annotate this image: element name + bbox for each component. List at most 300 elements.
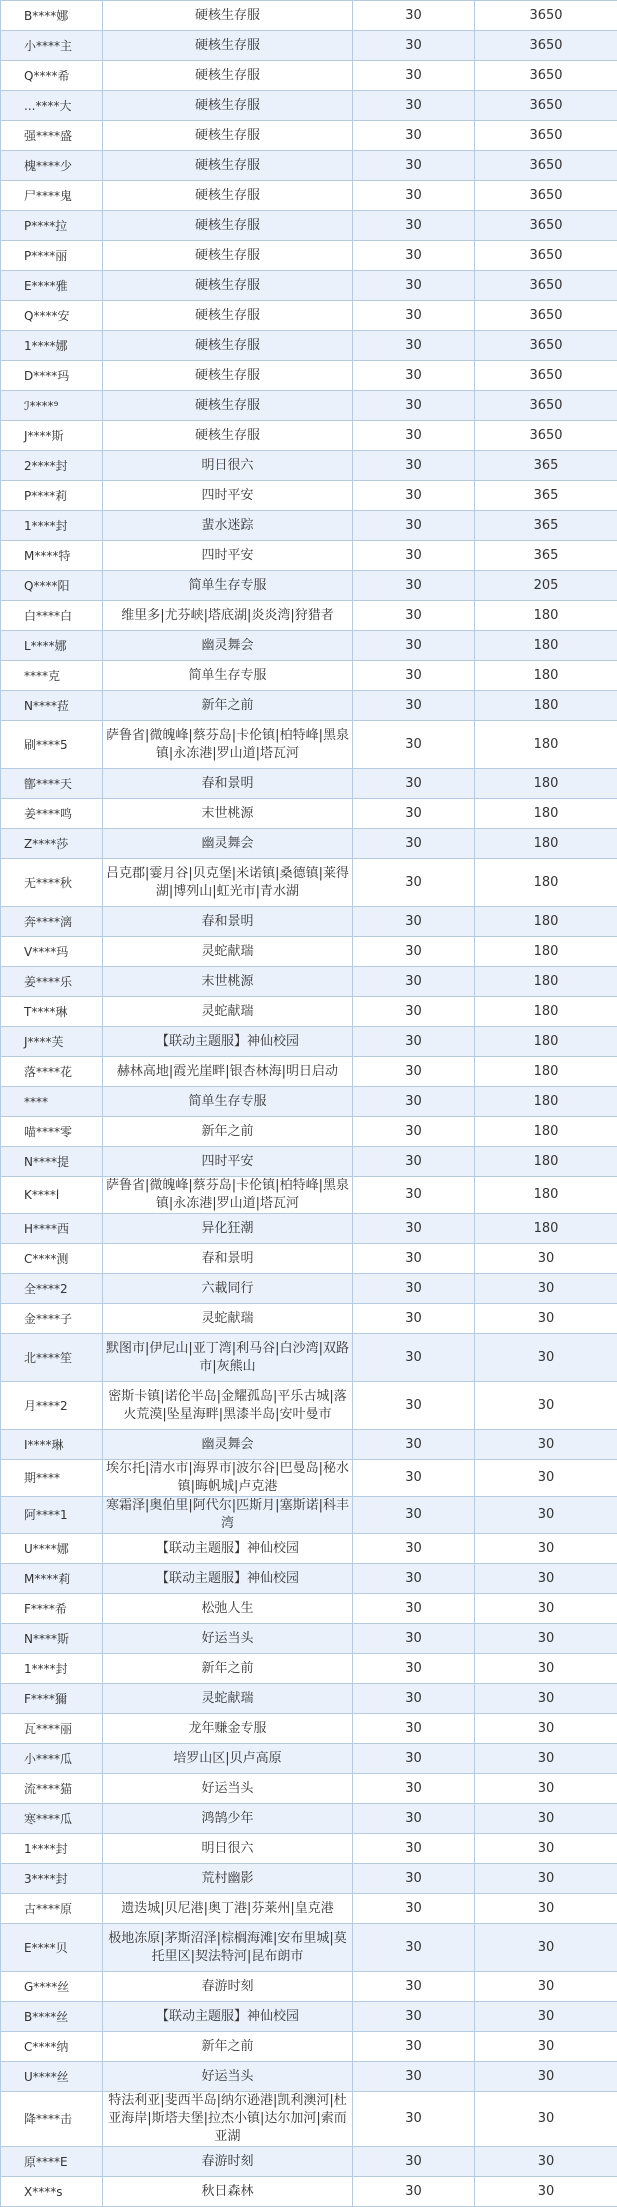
player-name-cell: U****娜 — [1, 1534, 103, 1564]
server-name-cell: 吕克郡|霎月谷|贝克堡|米诺镇|桑德镇|莱得湖|博列山|虹光市|青水湖 — [103, 859, 353, 907]
player-name-cell: N****菈 — [1, 691, 103, 721]
value-b-cell: 30 — [475, 1430, 617, 1460]
value-a-cell: 30 — [353, 1, 475, 31]
table-row — [1, 631, 617, 661]
server-name-cell: 硬核生存服 — [103, 31, 353, 61]
value-b-cell: 180 — [475, 937, 617, 967]
value-a-cell: 30 — [353, 907, 475, 937]
table-row — [1, 1594, 617, 1624]
table-row — [1, 1654, 617, 1684]
table-row — [1, 511, 617, 541]
table-row — [1, 1497, 617, 1534]
value-a-cell: 30 — [353, 241, 475, 271]
player-name-cell: X****s — [1, 2177, 103, 2207]
server-name-cell: 密斯卡镇|诺伦半岛|金耀孤岛|平乐古城|落火荒漠|坠星海畔|黑漆半岛|安叶曼市 — [103, 1382, 353, 1430]
server-name-cell: 蜚水迷踪 — [103, 511, 353, 541]
value-a-cell: 30 — [353, 1274, 475, 1304]
server-name-cell: 新年之前 — [103, 691, 353, 721]
player-name-cell: 鄫****天 — [1, 769, 103, 799]
server-name-cell: 赫林高地|霞光崖畔|银杏林海|明日启动 — [103, 1057, 353, 1087]
table-row — [1, 1057, 617, 1087]
value-a-cell: 30 — [353, 1027, 475, 1057]
table-row — [1, 859, 617, 907]
server-name-cell: 萨鲁省|微魄峰|蔡芬岛|卡伦镇|柏特峰|黑泉镇|永冻港|罗山道|塔瓦河 — [103, 1177, 353, 1214]
table-row — [1, 91, 617, 121]
server-name-cell: 硬核生存服 — [103, 421, 353, 451]
server-name-cell: 春和景明 — [103, 1244, 353, 1274]
server-name-cell: 四时平安 — [103, 1147, 353, 1177]
server-name-cell: 松弛人生 — [103, 1594, 353, 1624]
value-b-cell: 30 — [475, 2032, 617, 2062]
value-a-cell: 30 — [353, 331, 475, 361]
value-b-cell: 180 — [475, 1027, 617, 1057]
value-b-cell: 30 — [475, 2062, 617, 2092]
value-b-cell: 3650 — [475, 61, 617, 91]
player-name-cell: 原****E — [1, 2147, 103, 2177]
value-b-cell: 30 — [475, 1274, 617, 1304]
value-a-cell: 30 — [353, 1804, 475, 1834]
value-b-cell: 30 — [475, 1714, 617, 1744]
value-a-cell: 30 — [353, 1894, 475, 1924]
player-name-cell: 小****主 — [1, 31, 103, 61]
value-a-cell: 30 — [353, 601, 475, 631]
table-row — [1, 691, 617, 721]
table-row — [1, 1304, 617, 1334]
server-name-cell: 春游时刻 — [103, 1972, 353, 2002]
value-a-cell: 30 — [353, 1177, 475, 1214]
server-name-cell: 新年之前 — [103, 1117, 353, 1147]
table-row — [1, 1564, 617, 1594]
value-a-cell: 30 — [353, 937, 475, 967]
table-row — [1, 1972, 617, 2002]
table-row — [1, 1177, 617, 1214]
value-a-cell: 30 — [353, 91, 475, 121]
table-row — [1, 541, 617, 571]
server-name-cell: 【联动主题服】神仙校园 — [103, 1534, 353, 1564]
player-name-cell: Z****莎 — [1, 829, 103, 859]
server-name-cell: 简单生存专服 — [103, 661, 353, 691]
value-b-cell: 3650 — [475, 121, 617, 151]
value-b-cell: 30 — [475, 1460, 617, 1497]
table-row — [1, 1834, 617, 1864]
value-b-cell: 3650 — [475, 1, 617, 31]
table-row — [1, 1, 617, 31]
value-a-cell: 30 — [353, 1497, 475, 1534]
value-a-cell: 30 — [353, 1087, 475, 1117]
player-name-cell: N****斯 — [1, 1624, 103, 1654]
player-name-cell: 刷****5 — [1, 721, 103, 769]
table-row — [1, 241, 617, 271]
value-b-cell: 3650 — [475, 31, 617, 61]
value-b-cell: 180 — [475, 799, 617, 829]
value-a-cell: 30 — [353, 1147, 475, 1177]
player-name-cell: 小****瓜 — [1, 1744, 103, 1774]
value-a-cell: 30 — [353, 2092, 475, 2147]
value-a-cell: 30 — [353, 361, 475, 391]
player-name-cell: K****l — [1, 1177, 103, 1214]
value-a-cell: 30 — [353, 2002, 475, 2032]
value-b-cell: 180 — [475, 691, 617, 721]
value-a-cell: 30 — [353, 481, 475, 511]
player-name-cell: 尸****鬼 — [1, 181, 103, 211]
server-name-cell: 末世桃源 — [103, 967, 353, 997]
value-b-cell: 30 — [475, 2002, 617, 2032]
value-a-cell: 30 — [353, 1834, 475, 1864]
server-name-cell: 四时平安 — [103, 541, 353, 571]
server-name-cell: 培罗山区|贝卢高原 — [103, 1744, 353, 1774]
player-name-cell: 强****盛 — [1, 121, 103, 151]
value-b-cell: 365 — [475, 511, 617, 541]
value-a-cell: 30 — [353, 799, 475, 829]
value-b-cell: 30 — [475, 1864, 617, 1894]
value-b-cell: 30 — [475, 1244, 617, 1274]
table-row — [1, 1894, 617, 1924]
value-b-cell: 180 — [475, 1057, 617, 1087]
server-name-cell: 鸿鹄少年 — [103, 1804, 353, 1834]
server-name-cell: 幽灵舞会 — [103, 1430, 353, 1460]
player-name-cell: N****提 — [1, 1147, 103, 1177]
table-row — [1, 61, 617, 91]
table-row — [1, 1460, 617, 1497]
value-a-cell: 30 — [353, 1382, 475, 1430]
value-b-cell: 30 — [475, 1894, 617, 1924]
value-b-cell: 30 — [475, 1834, 617, 1864]
table-row — [1, 997, 617, 1027]
value-a-cell: 30 — [353, 967, 475, 997]
player-name-cell: 全****2 — [1, 1274, 103, 1304]
server-name-cell: 六載同行 — [103, 1274, 353, 1304]
table-row — [1, 1117, 617, 1147]
server-name-cell: 硬核生存服 — [103, 301, 353, 331]
value-b-cell: 3650 — [475, 181, 617, 211]
server-name-cell: 四时平安 — [103, 481, 353, 511]
server-name-cell: 异化狂潮 — [103, 1214, 353, 1244]
table-row — [1, 2177, 617, 2207]
server-name-cell: 硬核生存服 — [103, 121, 353, 151]
server-name-cell: 默图市|伊尼山|亚丁湾|利马谷|白沙湾|双路市|灰熊山 — [103, 1334, 353, 1382]
table-row — [1, 1924, 617, 1972]
value-b-cell: 180 — [475, 661, 617, 691]
table-row — [1, 661, 617, 691]
table-row — [1, 271, 617, 301]
value-b-cell: 180 — [475, 601, 617, 631]
player-name-cell: 阿****1 — [1, 1497, 103, 1534]
table-row — [1, 1382, 617, 1430]
value-b-cell: 180 — [475, 829, 617, 859]
table-row — [1, 331, 617, 361]
table-row — [1, 1244, 617, 1274]
value-a-cell: 30 — [353, 271, 475, 301]
player-name-cell: 瓦****丽 — [1, 1714, 103, 1744]
value-b-cell: 30 — [475, 2177, 617, 2207]
server-name-cell: 埃尔托|清水市|海界市|波尔谷|巴曼岛|秘水镇|晦帆城|卢克港 — [103, 1460, 353, 1497]
server-name-cell: 明日很六 — [103, 1834, 353, 1864]
value-a-cell: 30 — [353, 1744, 475, 1774]
value-b-cell: 30 — [475, 1624, 617, 1654]
server-name-cell: 萨鲁省|微魄峰|蔡芬岛|卡伦镇|柏特峰|黑泉镇|永冻港|罗山道|塔瓦河 — [103, 721, 353, 769]
value-a-cell: 30 — [353, 181, 475, 211]
table-row — [1, 361, 617, 391]
value-b-cell: 180 — [475, 721, 617, 769]
player-name-cell: L****娜 — [1, 631, 103, 661]
player-name-cell: 金****子 — [1, 1304, 103, 1334]
player-name-cell: V****玛 — [1, 937, 103, 967]
player-name-cell: M****莉 — [1, 1564, 103, 1594]
server-name-cell: 硬核生存服 — [103, 61, 353, 91]
value-a-cell: 30 — [353, 121, 475, 151]
value-a-cell: 30 — [353, 61, 475, 91]
table-row — [1, 211, 617, 241]
server-name-cell: 维里多|尤芬峡|塔底湖|炎炎湾|狩猎者 — [103, 601, 353, 631]
table-row — [1, 481, 617, 511]
table-row — [1, 2092, 617, 2147]
server-name-cell: 简单生存专服 — [103, 571, 353, 601]
value-a-cell: 30 — [353, 1684, 475, 1714]
value-a-cell: 30 — [353, 2177, 475, 2207]
player-name-cell: 1****封 — [1, 1834, 103, 1864]
value-b-cell: 365 — [475, 451, 617, 481]
player-name-cell: 槐****少 — [1, 151, 103, 181]
player-name-cell: 3****封 — [1, 1864, 103, 1894]
table-row — [1, 1027, 617, 1057]
player-name-cell: 流****猫 — [1, 1774, 103, 1804]
table-row — [1, 1334, 617, 1382]
player-name-cell: E****雅 — [1, 271, 103, 301]
player-name-cell: 奔****漓 — [1, 907, 103, 937]
value-a-cell: 30 — [353, 1057, 475, 1087]
value-a-cell: 30 — [353, 1654, 475, 1684]
table-row — [1, 601, 617, 631]
value-a-cell: 30 — [353, 2147, 475, 2177]
value-b-cell: 30 — [475, 1534, 617, 1564]
value-a-cell: 30 — [353, 1214, 475, 1244]
server-name-cell: 春游时刻 — [103, 2147, 353, 2177]
table-row — [1, 799, 617, 829]
table-row — [1, 1744, 617, 1774]
server-name-cell: 龙年赚金专服 — [103, 1714, 353, 1744]
table-row — [1, 769, 617, 799]
player-name-cell: C****纳 — [1, 2032, 103, 2062]
value-b-cell: 30 — [475, 1334, 617, 1382]
value-a-cell: 30 — [353, 661, 475, 691]
player-name-cell: J****芙 — [1, 1027, 103, 1057]
table-row — [1, 829, 617, 859]
value-a-cell: 30 — [353, 1334, 475, 1382]
value-a-cell: 30 — [353, 391, 475, 421]
value-a-cell: 30 — [353, 1924, 475, 1972]
server-name-cell: 硬核生存服 — [103, 391, 353, 421]
table-row — [1, 721, 617, 769]
value-a-cell: 30 — [353, 301, 475, 331]
value-b-cell: 3650 — [475, 331, 617, 361]
value-a-cell: 30 — [353, 31, 475, 61]
player-name-cell: D****玛 — [1, 361, 103, 391]
player-name-cell: 1****封 — [1, 511, 103, 541]
value-b-cell: 180 — [475, 1177, 617, 1214]
table-row — [1, 1624, 617, 1654]
value-a-cell: 30 — [353, 211, 475, 241]
table-row — [1, 571, 617, 601]
server-name-cell: 硬核生存服 — [103, 1, 353, 31]
value-b-cell: 30 — [475, 2092, 617, 2147]
value-a-cell: 30 — [353, 1624, 475, 1654]
player-name-cell: 无****秋 — [1, 859, 103, 907]
table-row — [1, 1430, 617, 1460]
server-name-cell: 好运当头 — [103, 1774, 353, 1804]
table-row — [1, 967, 617, 997]
value-b-cell: 365 — [475, 481, 617, 511]
value-b-cell: 365 — [475, 541, 617, 571]
value-a-cell: 30 — [353, 1304, 475, 1334]
player-name-cell: U****丝 — [1, 2062, 103, 2092]
server-name-cell: 春和景明 — [103, 907, 353, 937]
value-a-cell: 30 — [353, 451, 475, 481]
server-name-cell: 灵蛇献瑞 — [103, 997, 353, 1027]
table-row — [1, 2032, 617, 2062]
value-a-cell: 30 — [353, 1714, 475, 1744]
table-row — [1, 907, 617, 937]
value-b-cell: 30 — [475, 1744, 617, 1774]
server-name-cell: 硬核生存服 — [103, 181, 353, 211]
server-name-cell: 硬核生存服 — [103, 211, 353, 241]
player-name-cell: 1****娜 — [1, 331, 103, 361]
value-a-cell: 30 — [353, 691, 475, 721]
player-name-cell: ℐ****⁹ — [1, 391, 103, 421]
value-b-cell: 3650 — [475, 151, 617, 181]
player-name-cell: Q****阳 — [1, 571, 103, 601]
value-a-cell: 30 — [353, 769, 475, 799]
player-name-cell: 2****封 — [1, 451, 103, 481]
value-b-cell: 180 — [475, 1117, 617, 1147]
value-b-cell: 30 — [475, 1804, 617, 1834]
value-b-cell: 180 — [475, 1087, 617, 1117]
server-name-cell: 新年之前 — [103, 2032, 353, 2062]
value-b-cell: 180 — [475, 1147, 617, 1177]
player-name-cell: P****丽 — [1, 241, 103, 271]
value-b-cell: 3650 — [475, 91, 617, 121]
server-name-cell: 硬核生存服 — [103, 331, 353, 361]
server-name-cell: 明日很六 — [103, 451, 353, 481]
value-a-cell: 30 — [353, 859, 475, 907]
server-name-cell: 好运当头 — [103, 1624, 353, 1654]
player-name-cell: 期**** — [1, 1460, 103, 1497]
table-row — [1, 1774, 617, 1804]
value-a-cell: 30 — [353, 997, 475, 1027]
table-row — [1, 421, 617, 451]
table-row — [1, 1534, 617, 1564]
value-b-cell: 180 — [475, 769, 617, 799]
server-name-cell: 极地冻原|茅斯沼泽|棕榈海滩|安布里城|莫托里区|契法特河|昆布朗市 — [103, 1924, 353, 1972]
server-name-cell: 【联动主题服】神仙校园 — [103, 2002, 353, 2032]
value-b-cell: 180 — [475, 859, 617, 907]
player-name-cell: F****希 — [1, 1594, 103, 1624]
value-b-cell: 30 — [475, 2147, 617, 2177]
table-row — [1, 1274, 617, 1304]
value-a-cell: 30 — [353, 1244, 475, 1274]
value-a-cell: 30 — [353, 1534, 475, 1564]
value-b-cell: 3650 — [475, 241, 617, 271]
table-row — [1, 2062, 617, 2092]
value-b-cell: 180 — [475, 967, 617, 997]
server-name-cell: 末世桃源 — [103, 799, 353, 829]
server-name-cell: 灵蛇献瑞 — [103, 937, 353, 967]
player-name-cell: 落****花 — [1, 1057, 103, 1087]
value-a-cell: 30 — [353, 541, 475, 571]
player-name-cell: J****斯 — [1, 421, 103, 451]
value-b-cell: 30 — [475, 1304, 617, 1334]
player-name-cell: I****琳 — [1, 1430, 103, 1460]
value-a-cell: 30 — [353, 829, 475, 859]
value-b-cell: 180 — [475, 997, 617, 1027]
table-row — [1, 937, 617, 967]
value-a-cell: 30 — [353, 511, 475, 541]
player-name-cell: ****克 — [1, 661, 103, 691]
server-name-cell: 新年之前 — [103, 1654, 353, 1684]
value-b-cell: 30 — [475, 1654, 617, 1684]
player-name-cell: ...****大 — [1, 91, 103, 121]
value-a-cell: 30 — [353, 1430, 475, 1460]
server-name-cell: 幽灵舞会 — [103, 631, 353, 661]
value-a-cell: 30 — [353, 2062, 475, 2092]
server-name-cell: 春和景明 — [103, 769, 353, 799]
value-b-cell: 3650 — [475, 301, 617, 331]
player-name-cell: M****特 — [1, 541, 103, 571]
server-name-cell: 特法利亚|斐西半岛|纳尔逊港|凯利澳河|杜亚海岸|斯塔夫堡|拉杰小镇|达尔加河|索而亚湖 — [103, 2092, 353, 2147]
server-name-cell: 【联动主题服】神仙校园 — [103, 1564, 353, 1594]
server-name-cell: 秋日森林 — [103, 2177, 353, 2207]
value-b-cell: 30 — [475, 1497, 617, 1534]
table-row — [1, 2002, 617, 2032]
player-name-cell: 姜****乐 — [1, 967, 103, 997]
table-row — [1, 391, 617, 421]
player-name-cell: B****丝 — [1, 2002, 103, 2032]
value-a-cell: 30 — [353, 631, 475, 661]
value-b-cell: 30 — [475, 1684, 617, 1714]
server-name-cell: 灵蛇献瑞 — [103, 1304, 353, 1334]
value-a-cell: 30 — [353, 421, 475, 451]
value-a-cell: 30 — [353, 1117, 475, 1147]
server-name-cell: 【联动主题服】神仙校园 — [103, 1027, 353, 1057]
value-a-cell: 30 — [353, 1774, 475, 1804]
table-row — [1, 1864, 617, 1894]
value-a-cell: 30 — [353, 1972, 475, 2002]
player-name-cell: 降****击 — [1, 2092, 103, 2147]
player-name-cell: **** — [1, 1087, 103, 1117]
server-name-cell: 简单生存专服 — [103, 1087, 353, 1117]
player-name-cell: G****丝 — [1, 1972, 103, 2002]
table-row — [1, 121, 617, 151]
player-name-cell: 寒****瓜 — [1, 1804, 103, 1834]
server-name-cell: 寒霜泽|奥伯里|阿代尔|匹斯月|塞斯诺|科丰湾 — [103, 1497, 353, 1534]
player-name-cell: Q****希 — [1, 61, 103, 91]
player-name-cell: 北****笙 — [1, 1334, 103, 1382]
table-row — [1, 31, 617, 61]
value-a-cell: 30 — [353, 1864, 475, 1894]
server-name-cell: 荒村幽影 — [103, 1864, 353, 1894]
player-name-cell: P****拉 — [1, 211, 103, 241]
server-name-cell: 好运当头 — [103, 2062, 353, 2092]
value-b-cell: 180 — [475, 907, 617, 937]
value-b-cell: 180 — [475, 631, 617, 661]
player-name-cell: P****莉 — [1, 481, 103, 511]
value-b-cell: 30 — [475, 1924, 617, 1972]
table-row — [1, 1087, 617, 1117]
player-name-cell: B****娜 — [1, 1, 103, 31]
server-name-cell: 硬核生存服 — [103, 91, 353, 121]
value-a-cell: 30 — [353, 151, 475, 181]
player-name-cell: E****贝 — [1, 1924, 103, 1972]
table-row — [1, 1804, 617, 1834]
